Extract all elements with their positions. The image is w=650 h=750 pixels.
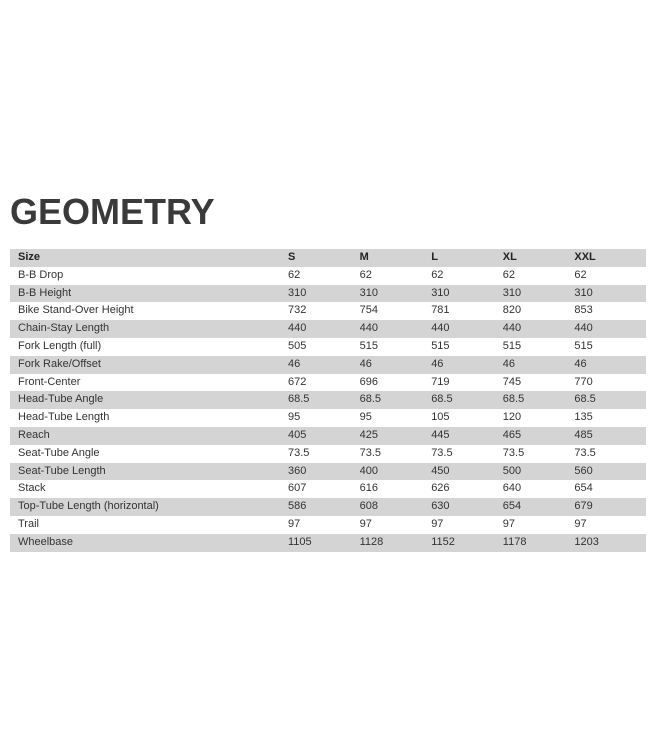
row-value: 310 bbox=[502, 286, 522, 299]
row-value: 62 bbox=[502, 268, 516, 281]
row-value: 46 bbox=[502, 357, 516, 370]
row-value: 515 bbox=[431, 339, 450, 352]
header-cell-xl: XL bbox=[502, 251, 517, 263]
row-value: 672 bbox=[288, 375, 307, 388]
row-value: 679 bbox=[574, 500, 593, 513]
row-value: 68.5 bbox=[574, 393, 596, 406]
row-value: 820 bbox=[502, 304, 522, 317]
row-value: 500 bbox=[502, 464, 522, 477]
row-value: 400 bbox=[359, 464, 378, 477]
row-value: 68.5 bbox=[502, 393, 525, 406]
table-row bbox=[10, 480, 646, 498]
row-value: 310 bbox=[359, 286, 378, 299]
row-label: Head-Tube Angle bbox=[18, 393, 104, 406]
row-value: 360 bbox=[288, 464, 307, 477]
table-row bbox=[10, 409, 646, 427]
row-value: 770 bbox=[574, 375, 593, 388]
row-value: 310 bbox=[288, 286, 307, 299]
table-row bbox=[10, 356, 646, 374]
table-row bbox=[10, 320, 646, 338]
row-value: 105 bbox=[431, 411, 450, 424]
row-label: Seat-Tube Angle bbox=[18, 446, 100, 459]
table-row bbox=[10, 516, 646, 534]
row-value: 515 bbox=[502, 339, 522, 352]
row-value: 586 bbox=[288, 500, 307, 513]
page-title: GEOMETRY bbox=[10, 191, 215, 232]
row-value: 97 bbox=[288, 517, 301, 530]
row-value: 310 bbox=[431, 286, 450, 299]
table-row bbox=[10, 534, 646, 552]
row-label: B-B Height bbox=[18, 286, 72, 299]
row-value: 445 bbox=[431, 428, 450, 441]
row-value: 73.5 bbox=[288, 446, 310, 459]
header-row bbox=[10, 249, 646, 267]
row-value: 1152 bbox=[431, 535, 455, 548]
row-value: 97 bbox=[502, 517, 516, 530]
row-value: 62 bbox=[431, 268, 444, 281]
row-label: Top-Tube Length (horizontal) bbox=[18, 500, 159, 513]
row-value: 754 bbox=[359, 304, 378, 317]
row-label: Bike Stand-Over Height bbox=[18, 304, 134, 317]
row-value: 95 bbox=[359, 411, 372, 424]
row-value: 95 bbox=[288, 411, 301, 424]
table-row bbox=[10, 445, 646, 463]
row-value: 719 bbox=[431, 375, 450, 388]
row-value: 440 bbox=[431, 322, 450, 335]
row-value: 73.5 bbox=[431, 446, 453, 459]
row-value: 46 bbox=[359, 357, 372, 370]
row-label: Trail bbox=[18, 517, 39, 530]
row-label: Head-Tube Length bbox=[18, 411, 110, 424]
row-value: 46 bbox=[574, 357, 587, 370]
row-value: 745 bbox=[502, 375, 522, 388]
row-value: 465 bbox=[502, 428, 522, 441]
row-value: 1178 bbox=[502, 535, 527, 548]
row-value: 62 bbox=[359, 268, 372, 281]
row-value: 696 bbox=[359, 375, 378, 388]
row-label: Reach bbox=[18, 428, 50, 441]
row-label: B-B Drop bbox=[18, 268, 64, 281]
table-body bbox=[10, 249, 646, 552]
row-value: 46 bbox=[431, 357, 444, 370]
table-row bbox=[10, 391, 646, 409]
row-value: 626 bbox=[431, 482, 450, 495]
row-label: Fork Length (full) bbox=[18, 339, 102, 352]
row-value: 405 bbox=[288, 428, 307, 441]
row-value: 1203 bbox=[574, 535, 599, 548]
table-row bbox=[10, 285, 646, 303]
row-label: Chain-Stay Length bbox=[18, 322, 110, 335]
row-value: 616 bbox=[359, 482, 378, 495]
row-value: 608 bbox=[359, 500, 378, 513]
row-value: 485 bbox=[574, 428, 593, 441]
table-row bbox=[10, 338, 646, 356]
row-value: 440 bbox=[502, 322, 522, 335]
header-cell-xxl: XXL bbox=[574, 251, 596, 263]
row-label: Front-Center bbox=[18, 375, 81, 388]
row-value: 654 bbox=[574, 482, 593, 495]
row-value: 73.5 bbox=[574, 446, 596, 459]
table-row bbox=[10, 374, 646, 392]
table-row bbox=[10, 463, 646, 481]
row-value: 310 bbox=[574, 286, 593, 299]
row-label: Stack bbox=[18, 482, 46, 495]
row-value: 607 bbox=[288, 482, 307, 495]
row-value: 68.5 bbox=[431, 393, 453, 406]
row-value: 781 bbox=[431, 304, 450, 317]
row-value: 654 bbox=[502, 500, 522, 513]
row-value: 425 bbox=[359, 428, 378, 441]
row-value: 97 bbox=[574, 517, 587, 530]
row-value: 440 bbox=[359, 322, 378, 335]
row-value: 73.5 bbox=[359, 446, 382, 459]
row-value: 640 bbox=[502, 482, 522, 495]
row-value: 450 bbox=[431, 464, 450, 477]
table-row bbox=[10, 267, 646, 285]
row-value: 68.5 bbox=[288, 393, 310, 406]
row-value: 440 bbox=[574, 322, 593, 335]
row-value: 732 bbox=[288, 304, 307, 317]
row-label: Wheelbase bbox=[18, 535, 74, 548]
geometry-table bbox=[10, 249, 646, 552]
header-cell-l: L bbox=[431, 251, 438, 263]
row-value: 505 bbox=[288, 339, 307, 352]
row-value: 97 bbox=[359, 517, 372, 530]
table-row bbox=[10, 302, 646, 320]
row-value: 515 bbox=[574, 339, 593, 352]
row-value: 62 bbox=[288, 268, 301, 281]
row-value: 68.5 bbox=[359, 393, 382, 406]
header-cell-s: S bbox=[288, 251, 296, 263]
row-value: 120 bbox=[502, 411, 522, 424]
row-value: 630 bbox=[431, 500, 450, 513]
row-value: 515 bbox=[359, 339, 378, 352]
row-value: 62 bbox=[574, 268, 587, 281]
row-label: Seat-Tube Length bbox=[18, 464, 106, 477]
header-cell-m: M bbox=[359, 251, 369, 263]
table-row bbox=[10, 427, 646, 445]
row-value: 440 bbox=[288, 322, 307, 335]
row-value: 46 bbox=[288, 357, 301, 370]
row-value: 560 bbox=[574, 464, 593, 477]
row-value: 73.5 bbox=[502, 446, 525, 459]
row-label: Fork Rake/Offset bbox=[18, 357, 101, 370]
table-row bbox=[10, 498, 646, 516]
row-value: 853 bbox=[574, 304, 593, 317]
row-value: 97 bbox=[431, 517, 444, 530]
row-value: 135 bbox=[574, 411, 593, 424]
row-value: 1105 bbox=[288, 535, 312, 548]
header-cell-size: Size bbox=[18, 251, 41, 263]
row-value: 1128 bbox=[359, 535, 384, 548]
